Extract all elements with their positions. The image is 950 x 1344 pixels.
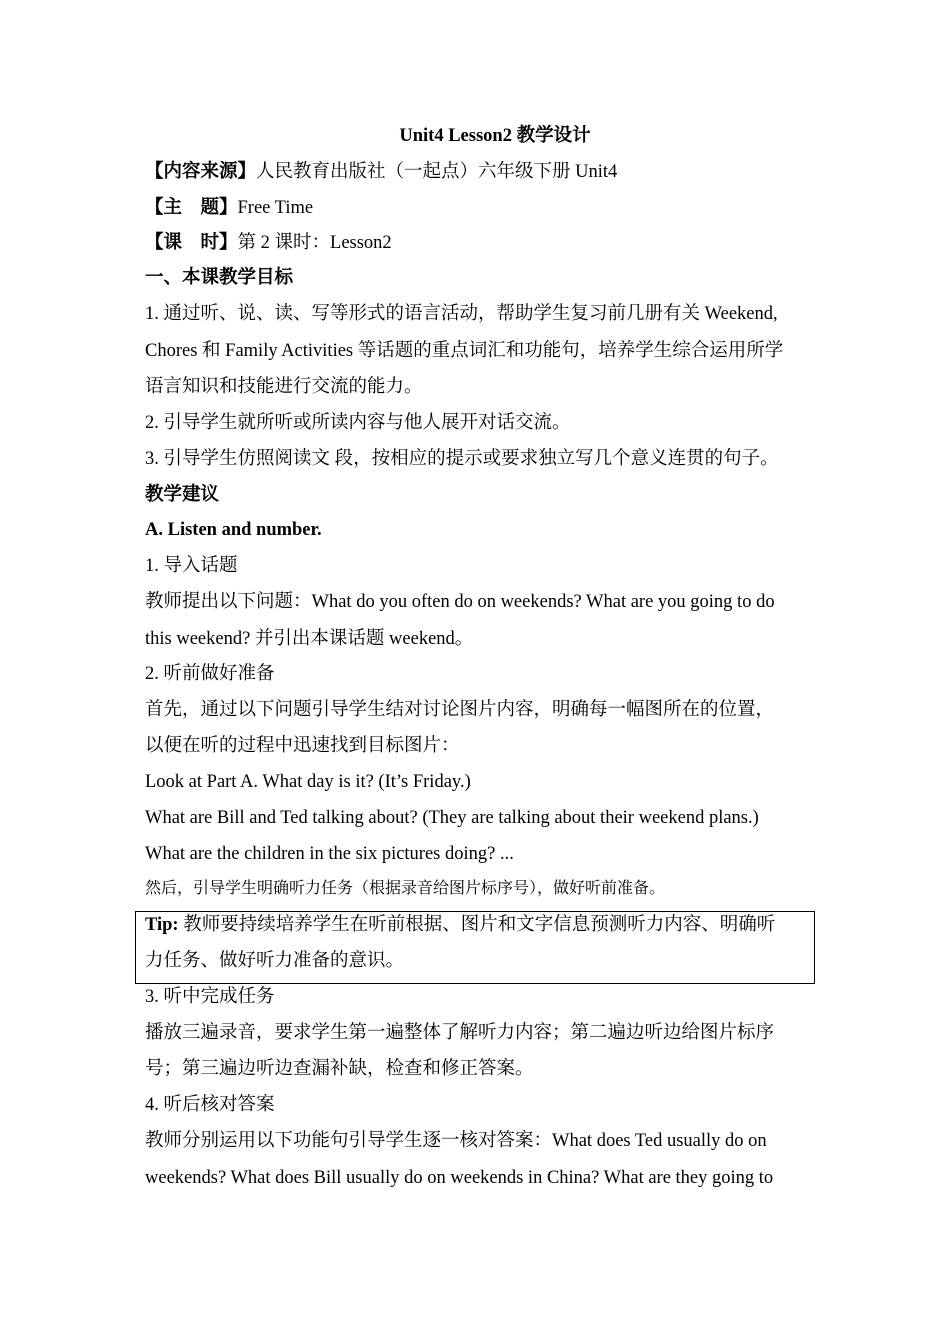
objective-line: Chores 和 Family Activities 等话题的重点词汇和功能句，培养学生综合运用所学 — [145, 341, 784, 361]
source-value: 人民教育出版社（一起点）六年级下册 Unit4 — [256, 162, 618, 182]
source-label: 【内容来源】 — [145, 162, 257, 182]
body-line: 播放三遍录音，要求学生第一遍整体了解听力内容；第二遍边听边给图片标序 — [145, 1023, 775, 1043]
document-title: Unit4 Lesson2 教学设计 — [399, 126, 591, 146]
topic-value: Free Time — [237, 198, 314, 218]
part-a-heading: A. Listen and number. — [145, 520, 322, 540]
objective-line: 3. 引导学生仿照阅读文 段，按相应的提示或要求独立写几个意义连贯的句子。 — [145, 449, 779, 469]
objective-line: 2. 引导学生就所听或所读内容与他人展开对话交流。 — [145, 413, 571, 433]
body-line: weekends? What does Bill usually do on weekends in China? What are they going to — [145, 1168, 774, 1188]
meta-period — [145, 231, 392, 255]
body-line: 教师提出以下问题：What do you often do on weekends? What are you going to do — [145, 592, 775, 612]
body-line: 号；第三遍边听边查漏补缺，检查和修正答案。 — [145, 1059, 534, 1079]
objectives-heading: 一、本课教学目标 — [145, 268, 294, 288]
tip-label: Tip: — [145, 915, 179, 935]
suggestions-heading: 教学建议 — [145, 485, 220, 505]
body-line: 以便在听的过程中迅速找到目标图片： — [145, 736, 460, 756]
tip-line-1 — [145, 913, 775, 937]
body-line: Look at Part A. What day is it? (It’s Friday.) — [145, 772, 471, 792]
body-line: 教师分别运用以下功能句引导学生逐一核对答案：What does Ted usually do on — [145, 1131, 767, 1151]
body-line: 2. 听前做好准备 — [145, 664, 275, 684]
period-value: 第 2 课时：Lesson2 — [237, 233, 392, 253]
body-line-small: 然后，引导学生明确听力任务（根据录音给图片标序号），做好听前准备。 — [145, 880, 666, 897]
meta-topic — [145, 196, 313, 220]
body-line: 1. 导入话题 — [145, 556, 238, 576]
body-line: What are the children in the six pictures doing? ... — [145, 844, 514, 864]
period-label: 【课 时】 — [145, 233, 238, 253]
body-line: 首先，通过以下问题引导学生结对讨论图片内容，明确每一幅图所在的位置， — [145, 700, 775, 720]
body-line: this weekend? 并引出本课话题 weekend。 — [145, 629, 474, 649]
body-line: 4. 听后核对答案 — [145, 1095, 275, 1115]
body-line: What are Bill and Ted talking about? (They are talking about their weekend plans.) — [145, 808, 759, 828]
tip-text: 教师要持续培养学生在听前根据、图片和文字信息预测听力内容、明确听 — [178, 915, 776, 935]
body-line: 3. 听中完成任务 — [145, 987, 275, 1007]
topic-label: 【主 题】 — [145, 198, 238, 218]
meta-source — [145, 160, 617, 184]
objective-line: 语言知识和技能进行交流的能力。 — [145, 377, 423, 397]
tip-line-2: 力任务、做好听力准备的意识。 — [145, 951, 405, 971]
objective-line: 1. 通过听、说、读、写等形式的语言活动，帮助学生复习前几册有关 Weekend, — [145, 304, 778, 324]
